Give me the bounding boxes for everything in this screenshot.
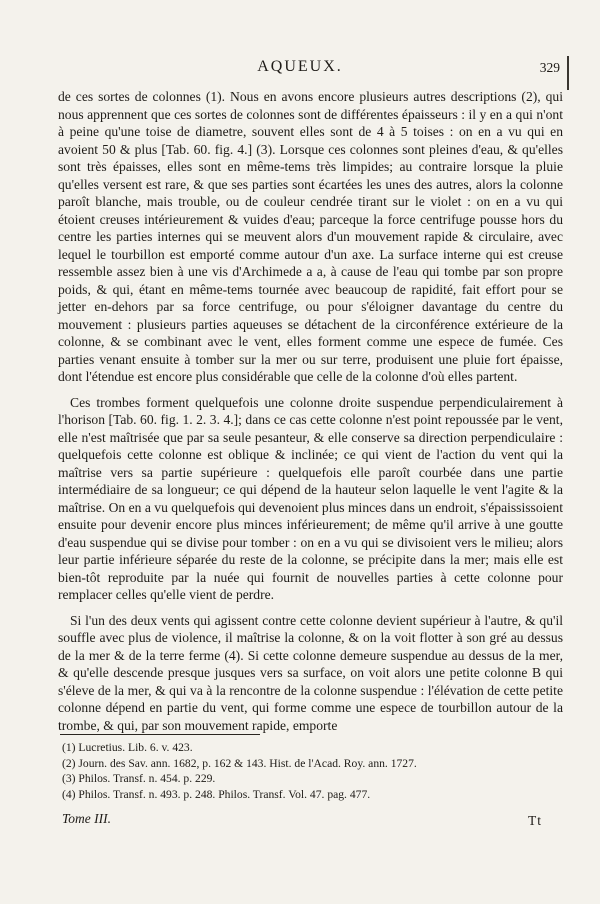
volume-label: Tome III. — [62, 811, 111, 826]
paragraph-2: Ces trombes forment quelquefois une colonne droite suspendue perpendiculairement à l'horison [Tab. 60. fig. 1. 2. 3. 4.]; dans ce cas cette colonne n'est point repoussée par le vent, elle n'est maîtrisée que par sa seule pesanteur, & elle conserve sa direction perpendiculaire : quelquefois cette colonne est oblique & inclinée; ce qui vient de l'action du vent qui la maîtrise vers sa partie supérieure : quelquefois elle paroît courbée dans une partie intermédiaire de sa longueur; ce qui dépend de la hauteur selon laquelle le vent l'agite & la maîtrise. On en a vu quelquefois qui devenoient plus minces dans un endroit, s'épaississoient ensuite pour devenir encore plus minces inférieurement; de même qu'il arrive à une goutte d'eau suspendue qui se divise pour tomber : on en a vu qui se divisoient vers le milieu; alors leur partie inférieure séparée du reste de la colonne, se précipite dans la mer; mais elle est bien-tôt reproduite par la nuée qui fournit de nouvelles parties à cette colonne pour remplacer celles qu'elle vient de perdre. — [58, 394, 563, 602]
page-footer — [62, 811, 542, 831]
page-header — [0, 58, 600, 82]
footnote-3: (3) Philos. Transf. n. 454. p. 229. — [62, 772, 216, 785]
running-title: AQUEUX. — [257, 58, 343, 75]
footnotes — [62, 740, 562, 802]
footnote-2: (2) Journ. des Sav. ann. 1682, p. 162 & 143. Hist. de l'Acad. Roy. ann. 1727. — [62, 756, 417, 770]
paragraph-1: de ces sortes de colonnes (1). Nous en avons encore plusieurs autres descriptions (2), qui nous apprennent que ces sortes de colonnes sont de différentes épaisseurs : il y en a qui n'ont à peine qu'une toise de diametre, souvent elles sont de 4 à 5 toises : on en a vu qui en avoient 50 & plus [Tab. 60. fig. 4.] (3). Lorsque ces colonnes sont pleines d'eau, & qu'elles sont très épaisses, elles sont en même-tems très limpides; au contraire lorsque la pluie qu'elles versent est rare, & que ses parties sont écartées les unes des autres, alors la colonne paroît blanche, mais trouble, ou de couleur cendrée tirant sur le violet : on en a vu qui étoient creuses intérieurement & vuides d'eau; parceque la force centrifuge pousse hors du centre les parties internes qui se meuvent alors d'un mouvement rapide & circulaire, avec lequel le tourbillon est emporté comme autour d'un axe. La surface interne qui est creuse ressemble assez bien à une vis d'Archimede a a, à cause de l'eau qui tombe par son propre poids, & qui, étant en même-tems tournée avec beaucoup de rapidité, fait effort pour se jetter en-dehors par sa force centrifuge, ou pour s'éloigner davantage du centre du mouvement : plusieurs parties aqueuses se détachent de la circonférence extérieure de la colonne, & se combinant avec le vent, elles forment comme une espece de fumée. Ces parties venant ensuite à tomber sur la mer ou sur terre, produisent une pluie fort épaisse, dont l'étendue est encore plus considérable que celle de la colonne d'où elles partent. — [58, 89, 563, 384]
footnote-rule — [60, 734, 260, 735]
margin-mark — [567, 56, 569, 90]
footnote-4: (4) Philos. Transf. n. 493. p. 248. Philos. Transf. Vol. 47. pag. 477. — [62, 787, 371, 801]
footnote-1: (1) Lucretius. Lib. 6. v. 423. — [62, 741, 193, 754]
paragraph-3: Si l'un des deux vents qui agissent contre cette colonne devient supérieur à l'autre, & qu'il souffle avec plus de violence, il maîtrise la colonne, & on la voit flotter à son gré au dessus de la mer & de la terre ferme (4). Si cette colonne demeure suspendue au dessus de la mer, & qu'elle descende presque jusques vers sa surface, on voit alors une petite colonne B qui s'éleve de la mer, & qui va à la rencontre de la colonne suspendue : l'élévation de cette petite colonne dépend en partie du vent, qui forme comme une espece de tourbillon autour de la trombe, & qui, par son mouvement rapide, emporte — [58, 612, 563, 733]
body-text — [58, 88, 563, 742]
page-number: 329 — [539, 60, 560, 75]
signature-mark: Tt — [528, 813, 542, 828]
